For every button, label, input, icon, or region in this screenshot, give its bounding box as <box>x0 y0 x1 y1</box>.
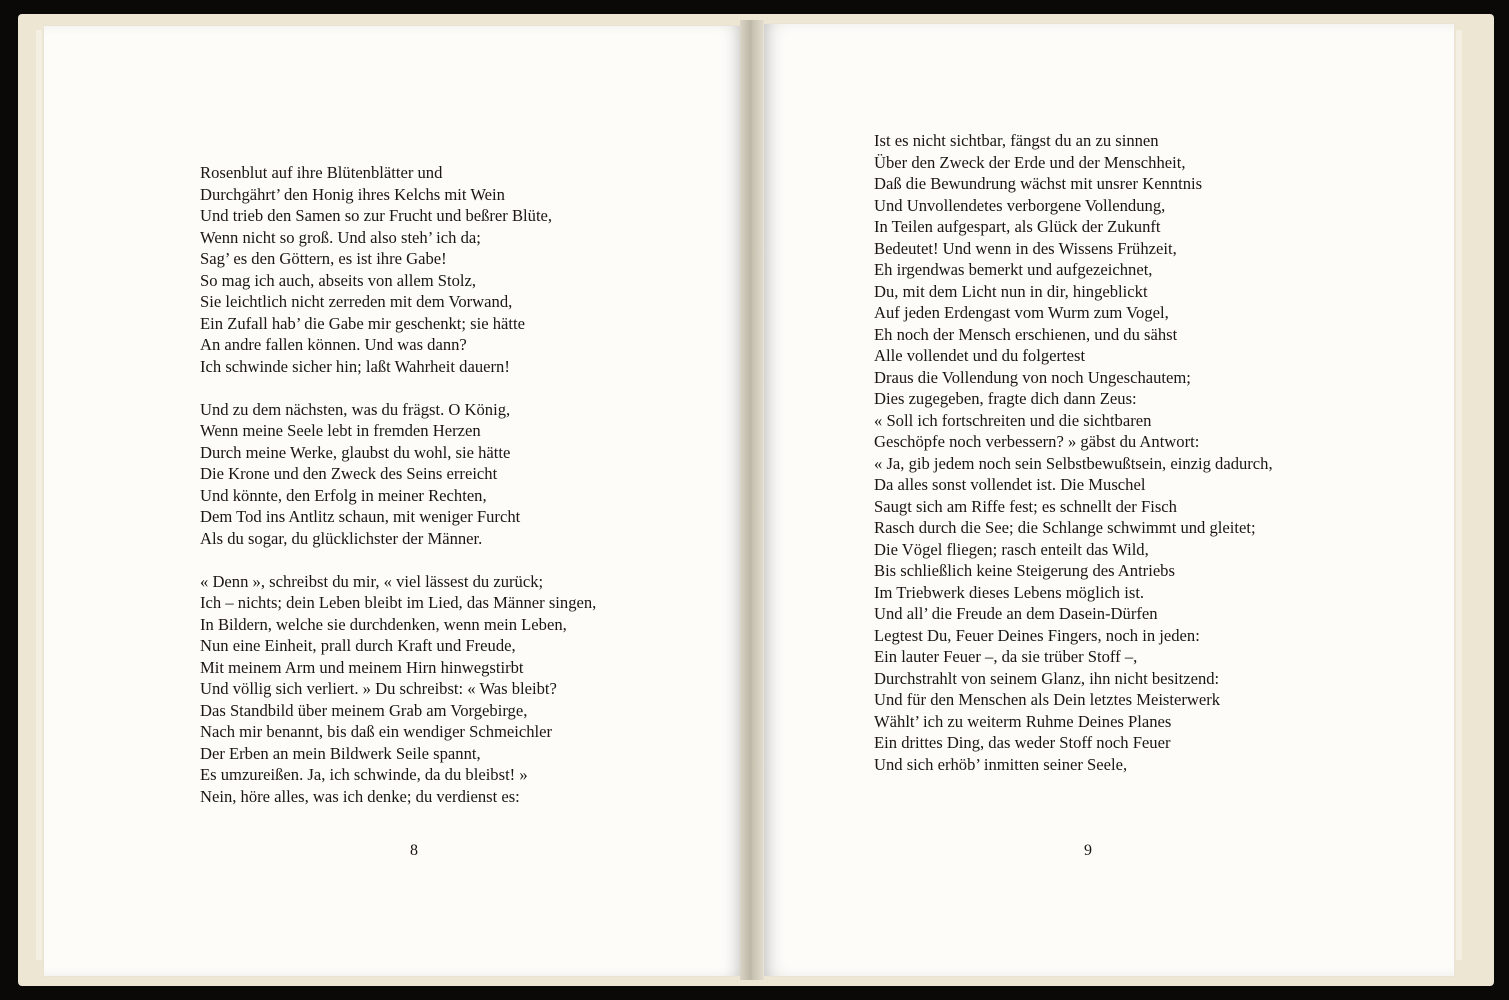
verse-line: Eh irgendwas bemerkt und aufgezeichnet, <box>874 260 1153 279</box>
verse-line: Es umzureißen. Ja, ich schwinde, da du bleibst! » <box>200 765 528 784</box>
verse-line: Dies zugegeben, fragte dich dann Zeus: <box>874 389 1137 408</box>
verse-line: Und für den Menschen als Dein letztes Meisterwerk <box>874 690 1221 709</box>
verse-line: An andre fallen können. Und was dann? <box>200 335 467 354</box>
page-number-left: 8 <box>410 842 418 859</box>
left-page <box>44 26 740 976</box>
verse-line: Wenn meine Seele lebt in fremden Herzen <box>200 421 481 440</box>
verse-line: Du, mit dem Licht nun in dir, hingeblickt <box>874 281 1148 301</box>
verse-line: « Denn », schreibst du mir, « viel lässest du zurück; <box>200 571 544 591</box>
verse-line: Alle vollendet und du folgertest <box>874 346 1086 365</box>
verse-line: Durchgährt’ den Honig ihres Kelchs mit Wein <box>200 184 505 204</box>
verse-line: Wählt’ ich zu weiterm Ruhme Deines Planes <box>874 711 1172 731</box>
verse-line: Der Erben an mein Bildwerk Seile spannt, <box>200 743 481 763</box>
verse-line: Durch meine Werke, glaubst du wohl, sie hätte <box>200 442 511 462</box>
verse-line: Da alles sonst vollendet ist. Die Muschel <box>874 475 1146 494</box>
verse-line: « Ja, gib jedem noch sein Selbstbewußtsein, einzig dadurch, <box>874 453 1273 473</box>
verse-line: Ist es nicht sichtbar, fängst du an zu sinnen <box>874 131 1159 150</box>
verse-line: Das Standbild über meinem Grab am Vorgebirge, <box>200 700 528 720</box>
left-page-verse <box>200 162 596 807</box>
verse-line: Und Unvollendetes verborgene Vollendung, <box>874 195 1166 215</box>
verse-line: So mag ich auch, abseits von allem Stolz, <box>200 270 477 290</box>
verse-line: Und all’ die Freude an dem Dasein-Dürfen <box>874 604 1158 623</box>
right-page <box>764 24 1454 976</box>
verse-line: In Bildern, welche sie durchdenken, wenn mein Leben, <box>200 614 567 634</box>
verse-line: Auf jeden Erdengast vom Wurm zum Vogel, <box>874 303 1169 322</box>
verse-line: Saugt sich am Riffe fest; es schnellt der Fisch <box>874 496 1177 516</box>
verse-line: Bedeutet! Und wenn in des Wissens Frühzeit, <box>874 238 1177 258</box>
stanza-break <box>200 549 596 571</box>
verse-line: Sie leichtlich nicht zerreden mit dem Vorwand, <box>200 292 513 311</box>
verse-line: Die Krone und den Zweck des Seins erreicht <box>200 464 498 483</box>
verse-line: Nein, höre alles, was ich denke; du verdienst es: <box>200 786 520 806</box>
book-gutter <box>740 20 764 980</box>
verse-line: Rasch durch die See; die Schlange schwimmt und gleitet; <box>874 518 1256 537</box>
verse-line: Sag’ es den Göttern, es ist ihre Gabe! <box>200 249 447 268</box>
verse-line: Draus die Vollendung von noch Ungeschautem; <box>874 367 1191 387</box>
verse-line: Ein lauter Feuer –, da sie trüber Stoff –, <box>874 647 1138 666</box>
verse-line: Ein Zufall hab’ die Gabe mir geschenkt; sie hätte <box>200 313 525 333</box>
verse-line: Ich – nichts; dein Leben bleibt im Lied, das Männer singen, <box>200 593 597 612</box>
verse-line: « Soll ich fortschreiten und die sichtbaren <box>874 410 1152 430</box>
verse-line: Bis schließlich keine Steigerung des Antriebs <box>874 561 1175 580</box>
verse-line: Legtest Du, Feuer Deines Fingers, noch in jeden: <box>874 625 1200 645</box>
stanza-break <box>200 377 596 399</box>
verse-line: Wenn nicht so groß. Und also steh’ ich da; <box>200 227 481 247</box>
verse-line: Und sich erhöb’ inmitten seiner Seele, <box>874 754 1128 774</box>
verse-line: Ein drittes Ding, das weder Stoff noch Feuer <box>874 733 1171 752</box>
verse-line: Und zu dem nächsten, was du frägst. O König, <box>200 399 511 419</box>
verse-line: Nach mir benannt, bis daß ein wendiger Schmeichler <box>200 722 553 741</box>
verse-line: Die Vögel fliegen; rasch enteilt das Wild, <box>874 539 1149 559</box>
verse-line: Und könnte, den Erfolg in meiner Rechten, <box>200 485 487 505</box>
verse-line: Als du sogar, du glücklichster der Männer. <box>200 528 483 548</box>
verse-line: Durchstrahlt von seinem Glanz, ihn nicht besitzend: <box>874 668 1220 688</box>
left-page-edge <box>36 30 42 960</box>
right-page-edge <box>1456 30 1462 960</box>
verse-line: In Teilen aufgespart, als Glück der Zukunft <box>874 217 1161 236</box>
verse-line: Eh noch der Mensch erschienen, und du sähst <box>874 324 1178 344</box>
verse-line: Geschöpfe noch verbessern? » gäbst du Antwort: <box>874 432 1200 451</box>
right-page-verse <box>874 130 1273 775</box>
verse-line: Im Triebwerk dieses Lebens möglich ist. <box>874 582 1145 602</box>
verse-line: Dem Tod ins Antlitz schaun, mit weniger Furcht <box>200 507 521 526</box>
verse-line: Und trieb den Samen so zur Frucht und beßrer Blüte, <box>200 206 553 225</box>
page-number-right: 9 <box>1084 842 1092 859</box>
verse-line: Daß die Bewundrung wächst mit unsrer Kenntnis <box>874 174 1203 193</box>
verse-line: Mit meinem Arm und meinem Hirn hinwegstirbt <box>200 657 524 677</box>
verse-line: Nun eine Einheit, prall durch Kraft und Freude, <box>200 636 516 655</box>
verse-line: Rosenblut auf ihre Blütenblätter und <box>200 163 443 182</box>
verse-line: Und völlig sich verliert. » Du schreibst: « Was bleibt? <box>200 679 557 698</box>
verse-line: Ich schwinde sicher hin; laßt Wahrheit dauern! <box>200 356 510 376</box>
verse-line: Über den Zweck der Erde und der Menschheit, <box>874 152 1186 172</box>
